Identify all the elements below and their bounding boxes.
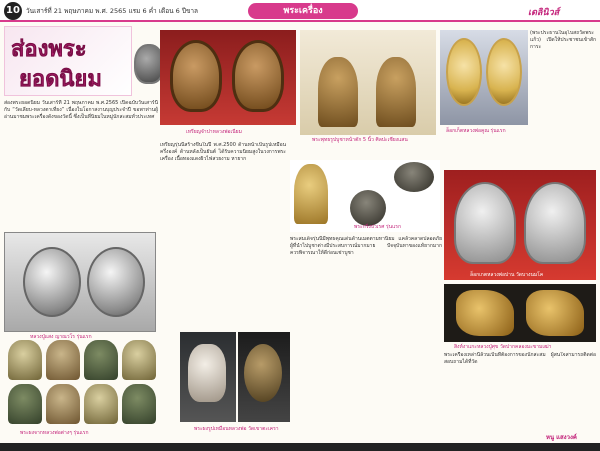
pendant-back bbox=[232, 40, 284, 112]
page-number: 10 bbox=[4, 2, 22, 20]
white-amulet-photo bbox=[180, 332, 236, 422]
pendant-caption: เหรียญจำปาหลวงพ่อเนียม bbox=[186, 129, 242, 135]
column-title-line1: ส่องพระ bbox=[11, 37, 87, 62]
pendant-photo bbox=[160, 30, 296, 125]
silver-caption: ล็อกเกตหลวงพ่อปาน วัดบางนมโค bbox=[470, 272, 544, 278]
article-body-b: พระสมเด็จรุ่นนี้มีพุทธคุณเด่นด้านเมตตามหานิยม แคล้วคลาดปลอดภัย ผู้ที่นำไปบูชาต่างมีประสบการณ์มากมาย ปัจจุบันหาของแท้ยากมาก ควรพิจารณาให้ดีก่อนเช่าบูชา bbox=[290, 236, 442, 256]
silver-locket-2 bbox=[524, 182, 586, 264]
small-amulet-5 bbox=[8, 384, 42, 424]
section-badge: พระเครื่อง bbox=[248, 3, 358, 19]
coin-back bbox=[87, 247, 145, 317]
mid-amulets-caption: พระกริ่งปวเรศ รุ่นแรก bbox=[354, 224, 401, 230]
lion-figure-1 bbox=[456, 290, 514, 336]
locket-photo bbox=[440, 30, 528, 125]
small-amulet-7 bbox=[84, 384, 118, 424]
locket-1 bbox=[446, 38, 482, 106]
small-amulet-4 bbox=[122, 340, 156, 380]
coin-photo bbox=[4, 232, 156, 332]
article-body-d: พระเครื่องเหล่านี้ล้วนเป็นที่ต้องการของนักสะสม ผู้สนใจสามารถติดต่อสอบถามได้ที่วัด bbox=[444, 352, 596, 365]
silver-locket-photo bbox=[444, 170, 596, 280]
article-intro: ส่องพระยอดนิยม วันเสาร์ที่ 21 พฤษภาคม พ.ศ.2565 เปิดฉบับวันเสาร์นี้กับ “วัดเลียบ-หลวงตาเที่ยง” เนื่องในโอกาสงานบุญประจำปี ขอพาท่านผู้อ่านมาชมพระเครื่องดังของวัดนี้ ซึ่งเป็นที่นิยมในหมู่นักสะสมทั่วประเทศ bbox=[4, 100, 158, 120]
lion-caption: สิงห์งาแกะหลวงปู่ศุข วัดปากคลองมะขามเฒ่า bbox=[454, 344, 552, 350]
mid-amulets-photo bbox=[290, 160, 440, 232]
dark-amulet-1 bbox=[350, 190, 386, 226]
dark-amulet-2 bbox=[394, 162, 434, 192]
column-title-box bbox=[4, 26, 132, 96]
small-amulet-2 bbox=[46, 340, 80, 380]
small-amulet-1 bbox=[8, 340, 42, 380]
photo-row-caption: พระผงรูปเหมือนหลวงพ่อ วัดเขาตะเครา bbox=[194, 426, 279, 432]
coin-caption: หลวงปู่แสง ญาณวโร รุ่นแรก bbox=[30, 334, 92, 340]
white-amulet bbox=[188, 344, 226, 402]
round-amulet-photo bbox=[238, 332, 290, 422]
pendant-front bbox=[170, 40, 222, 112]
buddha-photo bbox=[300, 30, 436, 135]
gold-amulet bbox=[294, 164, 328, 224]
silver-locket-1 bbox=[454, 182, 516, 264]
article-body-a: เหรียญรุ่นนี้สร้างขึ้นในปี พ.ศ.2500 ด้านหน้าเป็นรูปเหมือนครึ่งองค์ ด้านหลังเป็นยันต์ ได้รับความนิยมสูงในวงการพระเครื่อง เนื้อทองแดงผิวไฟสวยงาม หายาก bbox=[160, 142, 286, 162]
column-title-line2: ยอดนิยม bbox=[19, 67, 102, 92]
buddha-statue-2 bbox=[376, 57, 416, 127]
lion-figure-2 bbox=[526, 290, 584, 336]
brand-logo: เดลินิวส์ bbox=[528, 8, 560, 18]
small-amulet-6 bbox=[46, 384, 80, 424]
locket-caption: ล็อกเก็ตหลวงพ่อคูณ รุ่นแรก bbox=[446, 128, 506, 134]
author-name: หนู แสงวงค์ bbox=[546, 434, 577, 441]
buddha-statue-1 bbox=[318, 57, 358, 127]
small-amulets-caption: พระผงจากหลวงพ่อต่างๆ รุ่นแรก bbox=[20, 430, 89, 436]
locket-2 bbox=[486, 38, 522, 106]
lion-photo bbox=[444, 284, 596, 342]
footer-bar bbox=[0, 443, 600, 451]
small-amulet-8 bbox=[122, 384, 156, 424]
dateline: วันเสาร์ที่ 21 พฤษภาคม พ.ศ. 2565 แรม 6 ค่ำ เดือน 6 ปีขาล bbox=[26, 7, 199, 15]
article-body-c: (พระประธานในอุโบสถวัดพระแก้ว) เปิดให้ประชาชนเข้าสักการะ bbox=[530, 30, 596, 50]
page-header bbox=[0, 0, 600, 22]
coin-front bbox=[23, 247, 81, 317]
round-amulet bbox=[244, 344, 282, 402]
small-amulet-3 bbox=[84, 340, 118, 380]
buddha-caption: พระพุทธรูปบูชาหน้าตัก 5 นิ้ว ศิลปะเชียงแสน bbox=[312, 137, 408, 143]
